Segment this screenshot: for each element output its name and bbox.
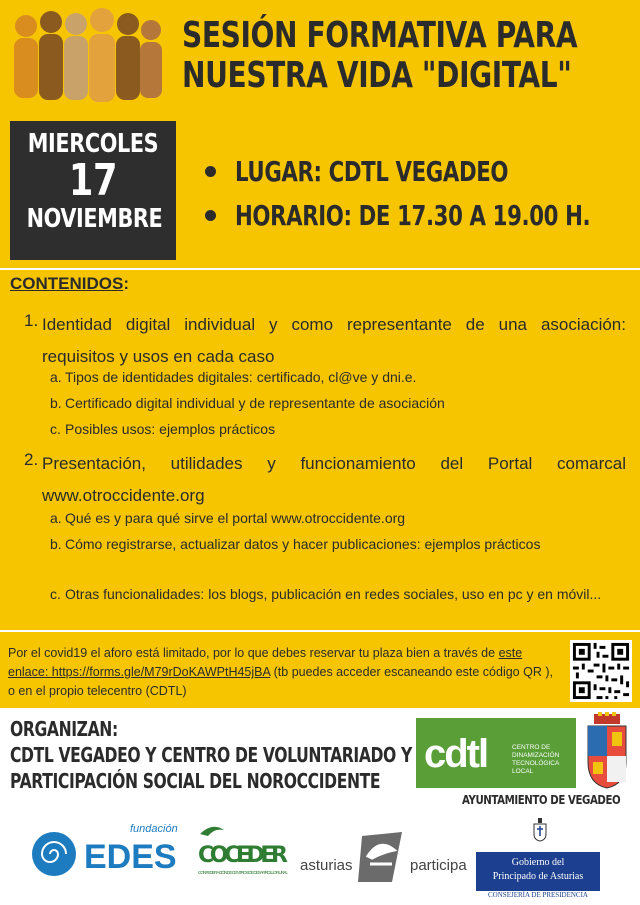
sub-list-item: b. Cómo registrarse, actualizar datos y hacer publicaciones: ejemplos prácticos [50,536,541,552]
page-title [182,15,578,96]
qr-code-icon[interactable] [570,640,632,702]
asturias-participa-logo [300,826,470,892]
date-box [10,121,176,260]
fact-location: LUGAR: CDTL VEGADEO [205,150,625,194]
title-line-2: NUESTRA VIDA "DIGITAL" [182,55,572,96]
fact-schedule: HORARIO: DE 17.30 A 19.00 H. [205,194,625,238]
svg-text:participa: participa [410,857,467,874]
sub-list-item: b. Certificado digital individual y de representante de asociación [50,395,445,411]
list-item: 2. Presentación, utilidades y funcionamiento del Portal comarcal www.otroccidente.org [24,450,626,505]
gobierno-banner: Gobierno del Principado de Asturias [476,852,600,890]
sub-list-item: a. Qué es y para qué sirve el portal www.otroccidente.org [50,510,406,526]
people-silhouettes-logo [6,4,166,108]
date-weekday: MIERCOLES [27,129,159,159]
asturias-crest-icon [532,818,548,842]
date-day: 17 [68,155,118,206]
organizers [10,716,412,794]
bullet-icon [205,210,216,221]
sub-list-item: c. Posibles usos: ejemplos prácticos [50,421,276,437]
svg-text:COCEDER: COCEDER [198,843,288,868]
registration-notice: Por el covid19 el aforo está limitado, por lo que debes reservar tu plaza bien a través de este enlace: https://forms.gle/M79rDoKAWPtH45jBA (tb puedes acceder escaneando este código QR ), o en el propio telecentro (CDTL) [8,646,553,698]
coceder-logo [190,820,292,886]
svg-text:EDES: EDES [84,838,177,876]
organizers-line-1: CDTL VEGADEO Y CENTRO DE VOLUNTARIADO Y [10,743,412,767]
sub-list-item: c. Otras funcionalidades: los blogs, publicación en redes sociales, uso en pc y en móvil... [50,586,602,602]
svg-text:fundación: fundación [130,823,178,835]
svg-text:asturias: asturias [300,857,353,874]
svg-text:CONFEDERACIÓN DE CENTROS DE DE: CONFEDERACIÓN DE CENTROS DE DESARROLLO RURAL [198,870,288,875]
event-facts [205,150,625,238]
vegadeo-coat-of-arms-icon [584,712,630,790]
title-line-1: SESIÓN FORMATIVA PARA [182,15,578,56]
list-item: 1. Identidad digital individual y como representante de una asociación: requisitos y usos en cada caso [24,311,626,366]
ayuntamiento-label: AYUNTAMIENTO DE VEGADEO [462,793,621,807]
organizers-heading: ORGANIZAN: [10,717,118,741]
header [0,0,640,112]
date-month: NOVIEMBRE [26,204,163,234]
contents-heading: CONTENIDOS: [10,274,130,293]
sub-list-item: a. Tipos de identidades digitales: certificado, cl@ve y dni.e. [50,369,417,385]
registration-link[interactable]: este enlace: https://forms.gle/M79rDoKAWPtH45jBA [8,646,523,679]
fundacion-edes-logo [30,820,180,884]
organizers-line-2: PARTICIPACIÓN SOCIAL DEL NOROCCIDENTE [10,769,381,793]
bullet-icon [205,166,216,177]
gobierno-asturias-logo: Gobierno del Principado de Asturias CONSEJERÍA DE PRESIDENCIA [474,818,602,898]
cdtl-logo: cdtl CENTRO DE DINAMIZACIÓN TECNOLÓGICA LOCAL [416,718,576,788]
